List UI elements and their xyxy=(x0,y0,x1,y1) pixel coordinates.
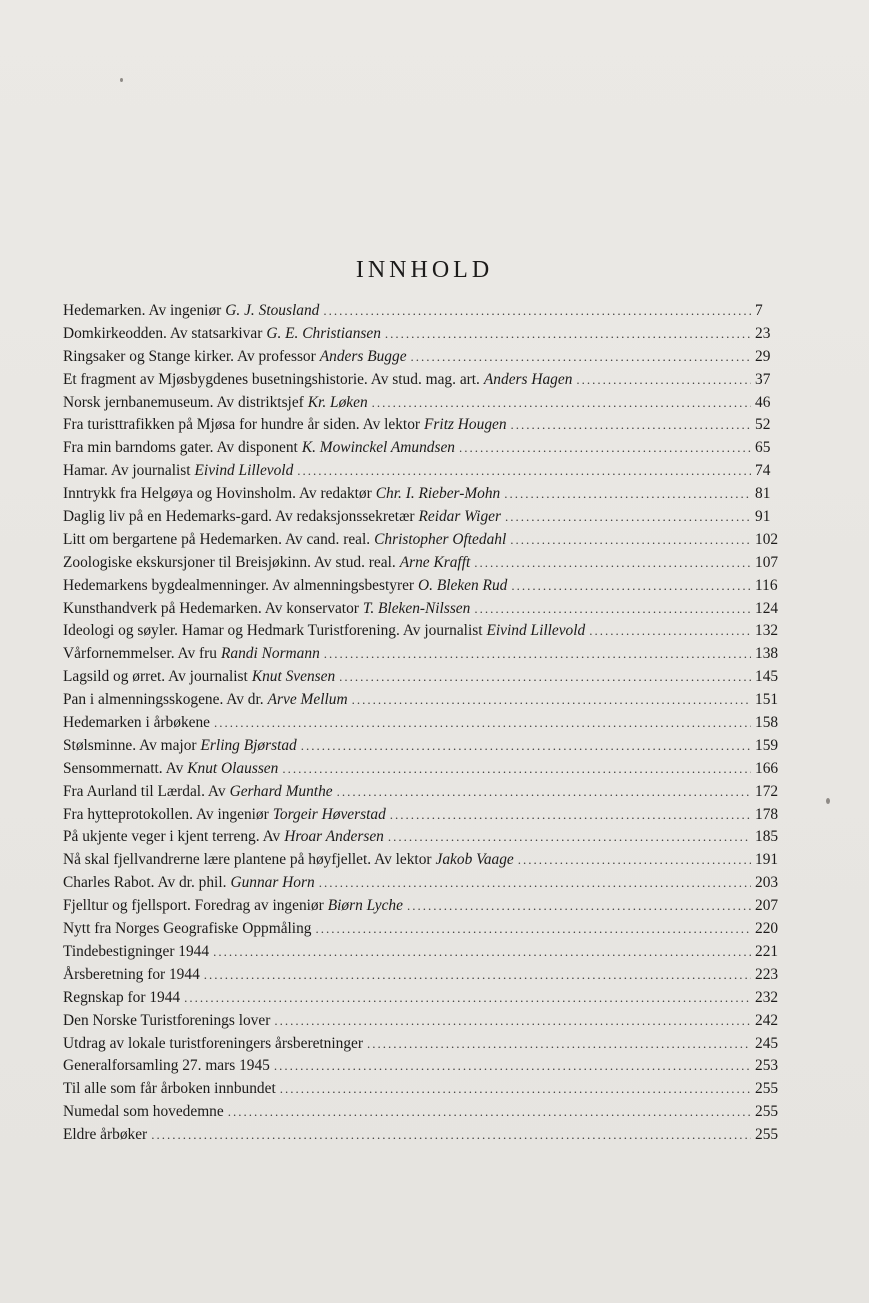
dot-leader xyxy=(315,918,751,941)
page-number: 207 xyxy=(755,897,779,915)
entry-author: Biørn Lyche xyxy=(327,897,403,915)
toc-entry xyxy=(63,392,781,415)
dot-leader xyxy=(390,804,751,827)
toc-entry xyxy=(63,460,781,483)
page-number: 232 xyxy=(755,988,779,1006)
entry-title: Fra min barndoms gater. Av disponent xyxy=(63,439,298,457)
dot-leader xyxy=(274,1055,751,1078)
entry-author: Erling Bjørstad xyxy=(200,736,297,754)
toc-entry xyxy=(63,575,781,598)
entry-author: Jakob Vaage xyxy=(435,851,514,869)
toc-entry xyxy=(63,1055,781,1078)
entry-title: Kunsthandverk på Hedemarken. Av konservator xyxy=(63,599,359,617)
entry-title: Årsberetning for 1944 xyxy=(63,965,200,983)
entry-title: Inntrykk fra Helgøya og Hovinsholm. Av redaktør xyxy=(63,485,372,503)
dot-leader xyxy=(459,437,751,460)
entry-title: Charles Rabot. Av dr. phil. xyxy=(63,874,227,892)
entry-title: Stølsminne. Av major xyxy=(63,736,197,754)
entry-author: Anders Bugge xyxy=(319,347,407,365)
dot-leader xyxy=(337,781,751,804)
dot-leader xyxy=(388,826,751,849)
toc-entry xyxy=(63,414,781,437)
page-number: 242 xyxy=(755,1011,779,1029)
page-number: 65 xyxy=(755,439,771,457)
toc-entry xyxy=(63,804,781,827)
page-number: 52 xyxy=(755,416,771,434)
dot-leader xyxy=(323,300,751,323)
page-number: 166 xyxy=(755,759,779,777)
entry-author: Gunnar Horn xyxy=(230,874,315,892)
page-number: 253 xyxy=(755,1057,779,1075)
entry-title: Domkirkeodden. Av statsarkivar xyxy=(63,324,263,342)
page-number: 74 xyxy=(755,462,771,480)
entry-title: Vårfornemmelser. Av fru xyxy=(63,645,217,663)
entry-author: Christopher Oftedahl xyxy=(374,530,507,548)
entry-title: Generalforsamling 27. mars 1945 xyxy=(63,1057,270,1075)
entry-title: Hamar. Av journalist xyxy=(63,462,191,480)
entry-title: Regnskap for 1944 xyxy=(63,988,181,1006)
entry-author: Anders Hagen xyxy=(483,370,573,388)
dot-leader xyxy=(511,414,751,437)
page-number: 158 xyxy=(755,714,779,732)
entry-title: Daglig liv på en Hedemarks-gard. Av redaksjonssekretær xyxy=(63,508,415,526)
dot-leader xyxy=(411,346,751,369)
entry-author: K. Mowinckel Amundsen xyxy=(301,439,455,457)
entry-title: Pan i almenningsskogene. Av dr. xyxy=(63,691,264,709)
entry-title: Til alle som får årboken innbundet xyxy=(63,1080,276,1098)
toc-entry xyxy=(63,689,781,712)
page-number: 255 xyxy=(755,1103,779,1121)
dot-leader xyxy=(319,872,751,895)
page-number: 91 xyxy=(755,508,771,526)
dot-leader xyxy=(213,941,751,964)
dot-leader xyxy=(352,689,751,712)
entry-author: Reidar Wiger xyxy=(418,508,501,526)
entry-title: Den Norske Turistforenings lover xyxy=(63,1011,271,1029)
entry-title: Hedemarkens bygdealmenninger. Av almenningsbestyrer xyxy=(63,576,415,594)
toc-entry xyxy=(63,506,781,529)
page-number: 178 xyxy=(755,805,779,823)
toc-entry xyxy=(63,1010,781,1033)
entry-author: Fritz Hougen xyxy=(424,416,507,434)
dot-leader xyxy=(505,506,751,529)
page-number: 46 xyxy=(755,393,771,411)
entry-title: Zoologiske ekskursjoner til Breisjøkinn. Av stud. real. xyxy=(63,553,396,571)
entry-title: Fra turisttrafikken på Mjøsa for hundre år siden. Av lektor xyxy=(63,416,421,434)
entry-title: Nå skal fjellvandrerne lære plantene på høyfjellet. Av lektor xyxy=(63,851,432,869)
toc-entry xyxy=(63,620,781,643)
dot-leader xyxy=(589,620,751,643)
dot-leader xyxy=(474,598,751,621)
table-of-contents xyxy=(63,300,781,1147)
page-number: 132 xyxy=(755,622,779,640)
page-number: 151 xyxy=(755,691,779,709)
page-number: 172 xyxy=(755,782,779,800)
entry-author: Randi Normann xyxy=(221,645,320,663)
dot-leader xyxy=(474,552,751,575)
dot-leader xyxy=(510,529,751,552)
page-number: 221 xyxy=(755,942,779,960)
toc-entry xyxy=(63,300,781,323)
entry-author: Torgeir Høverstad xyxy=(272,805,386,823)
entry-title: Eldre årbøker xyxy=(63,1126,148,1144)
dot-leader xyxy=(184,987,751,1010)
toc-entry xyxy=(63,1124,781,1147)
page-number: 116 xyxy=(755,576,778,594)
entry-author: Kr. Løken xyxy=(307,393,368,411)
page-number: 138 xyxy=(755,645,779,663)
dot-leader xyxy=(280,1078,751,1101)
page-number: 23 xyxy=(755,324,771,342)
page-number: 223 xyxy=(755,965,779,983)
paper-speck xyxy=(120,78,123,82)
toc-entry xyxy=(63,826,781,849)
entry-title: Numedal som hovedemne xyxy=(63,1103,224,1121)
entry-title: Fjelltur og fjellsport. Foredrag av ingeniør xyxy=(63,897,324,915)
dot-leader xyxy=(297,460,751,483)
page-number: 245 xyxy=(755,1034,779,1052)
entry-author: Knut Olaussen xyxy=(187,759,279,777)
entry-author: Hroar Andersen xyxy=(284,828,384,846)
entry-title: Nytt fra Norges Geografiske Oppmåling xyxy=(63,920,312,938)
entry-author: Eivind Lillevold xyxy=(194,462,294,480)
entry-title: Fra hytteprotokollen. Av ingeniør xyxy=(63,805,269,823)
toc-entry xyxy=(63,941,781,964)
entry-title: Lagsild og ørret. Av journalist xyxy=(63,668,248,686)
dot-leader xyxy=(301,735,751,758)
entry-author: T. Bleken-Nilssen xyxy=(362,599,471,617)
entry-title: Hedemarken i årbøkene xyxy=(63,714,210,732)
page-number: 81 xyxy=(755,485,771,503)
dot-leader xyxy=(511,575,751,598)
entry-author: Eivind Lillevold xyxy=(486,622,586,640)
toc-entry xyxy=(63,552,781,575)
page-number: 203 xyxy=(755,874,779,892)
toc-entry xyxy=(63,781,781,804)
page-number: 29 xyxy=(755,347,771,365)
dot-leader xyxy=(282,758,751,781)
toc-entry xyxy=(63,666,781,689)
toc-entry xyxy=(63,918,781,941)
entry-author: Arve Mellum xyxy=(267,691,348,709)
dot-leader xyxy=(274,1010,751,1033)
toc-entry xyxy=(63,346,781,369)
toc-entry xyxy=(63,323,781,346)
page-number: 255 xyxy=(755,1080,779,1098)
entry-title: På ukjente veger i kjent terreng. Av xyxy=(63,828,281,846)
toc-entry xyxy=(63,529,781,552)
entry-title: Tindebestigninger 1944 xyxy=(63,942,210,960)
toc-entry xyxy=(63,369,781,392)
dot-leader xyxy=(576,369,751,392)
toc-entry xyxy=(63,849,781,872)
entry-title: Sensommernatt. Av xyxy=(63,759,184,777)
page-number: 124 xyxy=(755,599,779,617)
page-number: 37 xyxy=(755,370,771,388)
entry-title: Ideologi og søyler. Hamar og Hedmark Turistforening. Av journalist xyxy=(63,622,483,640)
page-title: INNHOLD xyxy=(355,257,494,284)
page-number: 7 xyxy=(755,302,763,319)
toc-entry xyxy=(63,437,781,460)
entry-title: Hedemarken. Av ingeniør xyxy=(63,302,222,319)
toc-entry xyxy=(63,643,781,666)
toc-entry xyxy=(63,735,781,758)
toc-entry xyxy=(63,964,781,987)
toc-entry xyxy=(63,872,781,895)
toc-entry xyxy=(63,483,781,506)
dot-leader xyxy=(504,483,751,506)
page-number: 185 xyxy=(755,828,779,846)
dot-leader xyxy=(518,849,751,872)
toc-entry xyxy=(63,895,781,918)
entry-author: O. Bleken Rud xyxy=(418,576,508,594)
toc-entry xyxy=(63,758,781,781)
page-number: 159 xyxy=(755,736,779,754)
toc-entry xyxy=(63,1078,781,1101)
entry-title: Norsk jernbanemuseum. Av distriktsjef xyxy=(63,393,304,411)
entry-author: Arne Krafft xyxy=(399,553,471,571)
toc-entry xyxy=(63,1033,781,1056)
page-number: 191 xyxy=(755,851,779,869)
dot-leader xyxy=(324,643,751,666)
page-number: 107 xyxy=(755,553,779,571)
entry-title: Ringsaker og Stange kirker. Av professor xyxy=(63,347,316,365)
dot-leader xyxy=(151,1124,751,1147)
page-number: 145 xyxy=(755,668,779,686)
toc-entry xyxy=(63,1101,781,1124)
dot-leader xyxy=(228,1101,751,1124)
toc-entry xyxy=(63,987,781,1010)
entry-title: Litt om bergartene på Hedemarken. Av cand. real. xyxy=(63,530,371,548)
dot-leader xyxy=(204,964,751,987)
entry-author: Knut Svensen xyxy=(251,668,336,686)
paper-speck xyxy=(826,798,830,804)
page-number: 220 xyxy=(755,920,779,938)
dot-leader xyxy=(339,666,751,689)
dot-leader xyxy=(385,323,751,346)
toc-entry xyxy=(63,598,781,621)
dot-leader xyxy=(214,712,751,735)
entry-author: G. E. Christiansen xyxy=(266,324,381,342)
entry-author: G. J. Stousland xyxy=(225,302,320,319)
entry-author: Chr. I. Rieber-Mohn xyxy=(375,485,501,503)
entry-author: Gerhard Munthe xyxy=(229,782,333,800)
entry-title: Et fragment av Mjøsbygdenes busetningshistorie. Av stud. mag. art. xyxy=(63,370,480,388)
dot-leader xyxy=(372,392,751,415)
entry-title: Fra Aurland til Lærdal. Av xyxy=(63,782,226,800)
toc-entry xyxy=(63,712,781,735)
dot-leader xyxy=(407,895,751,918)
dot-leader xyxy=(367,1033,751,1056)
page-number: 102 xyxy=(755,530,779,548)
page-number: 255 xyxy=(755,1126,779,1144)
entry-title: Utdrag av lokale turistforeningers årsberetninger xyxy=(63,1034,364,1052)
